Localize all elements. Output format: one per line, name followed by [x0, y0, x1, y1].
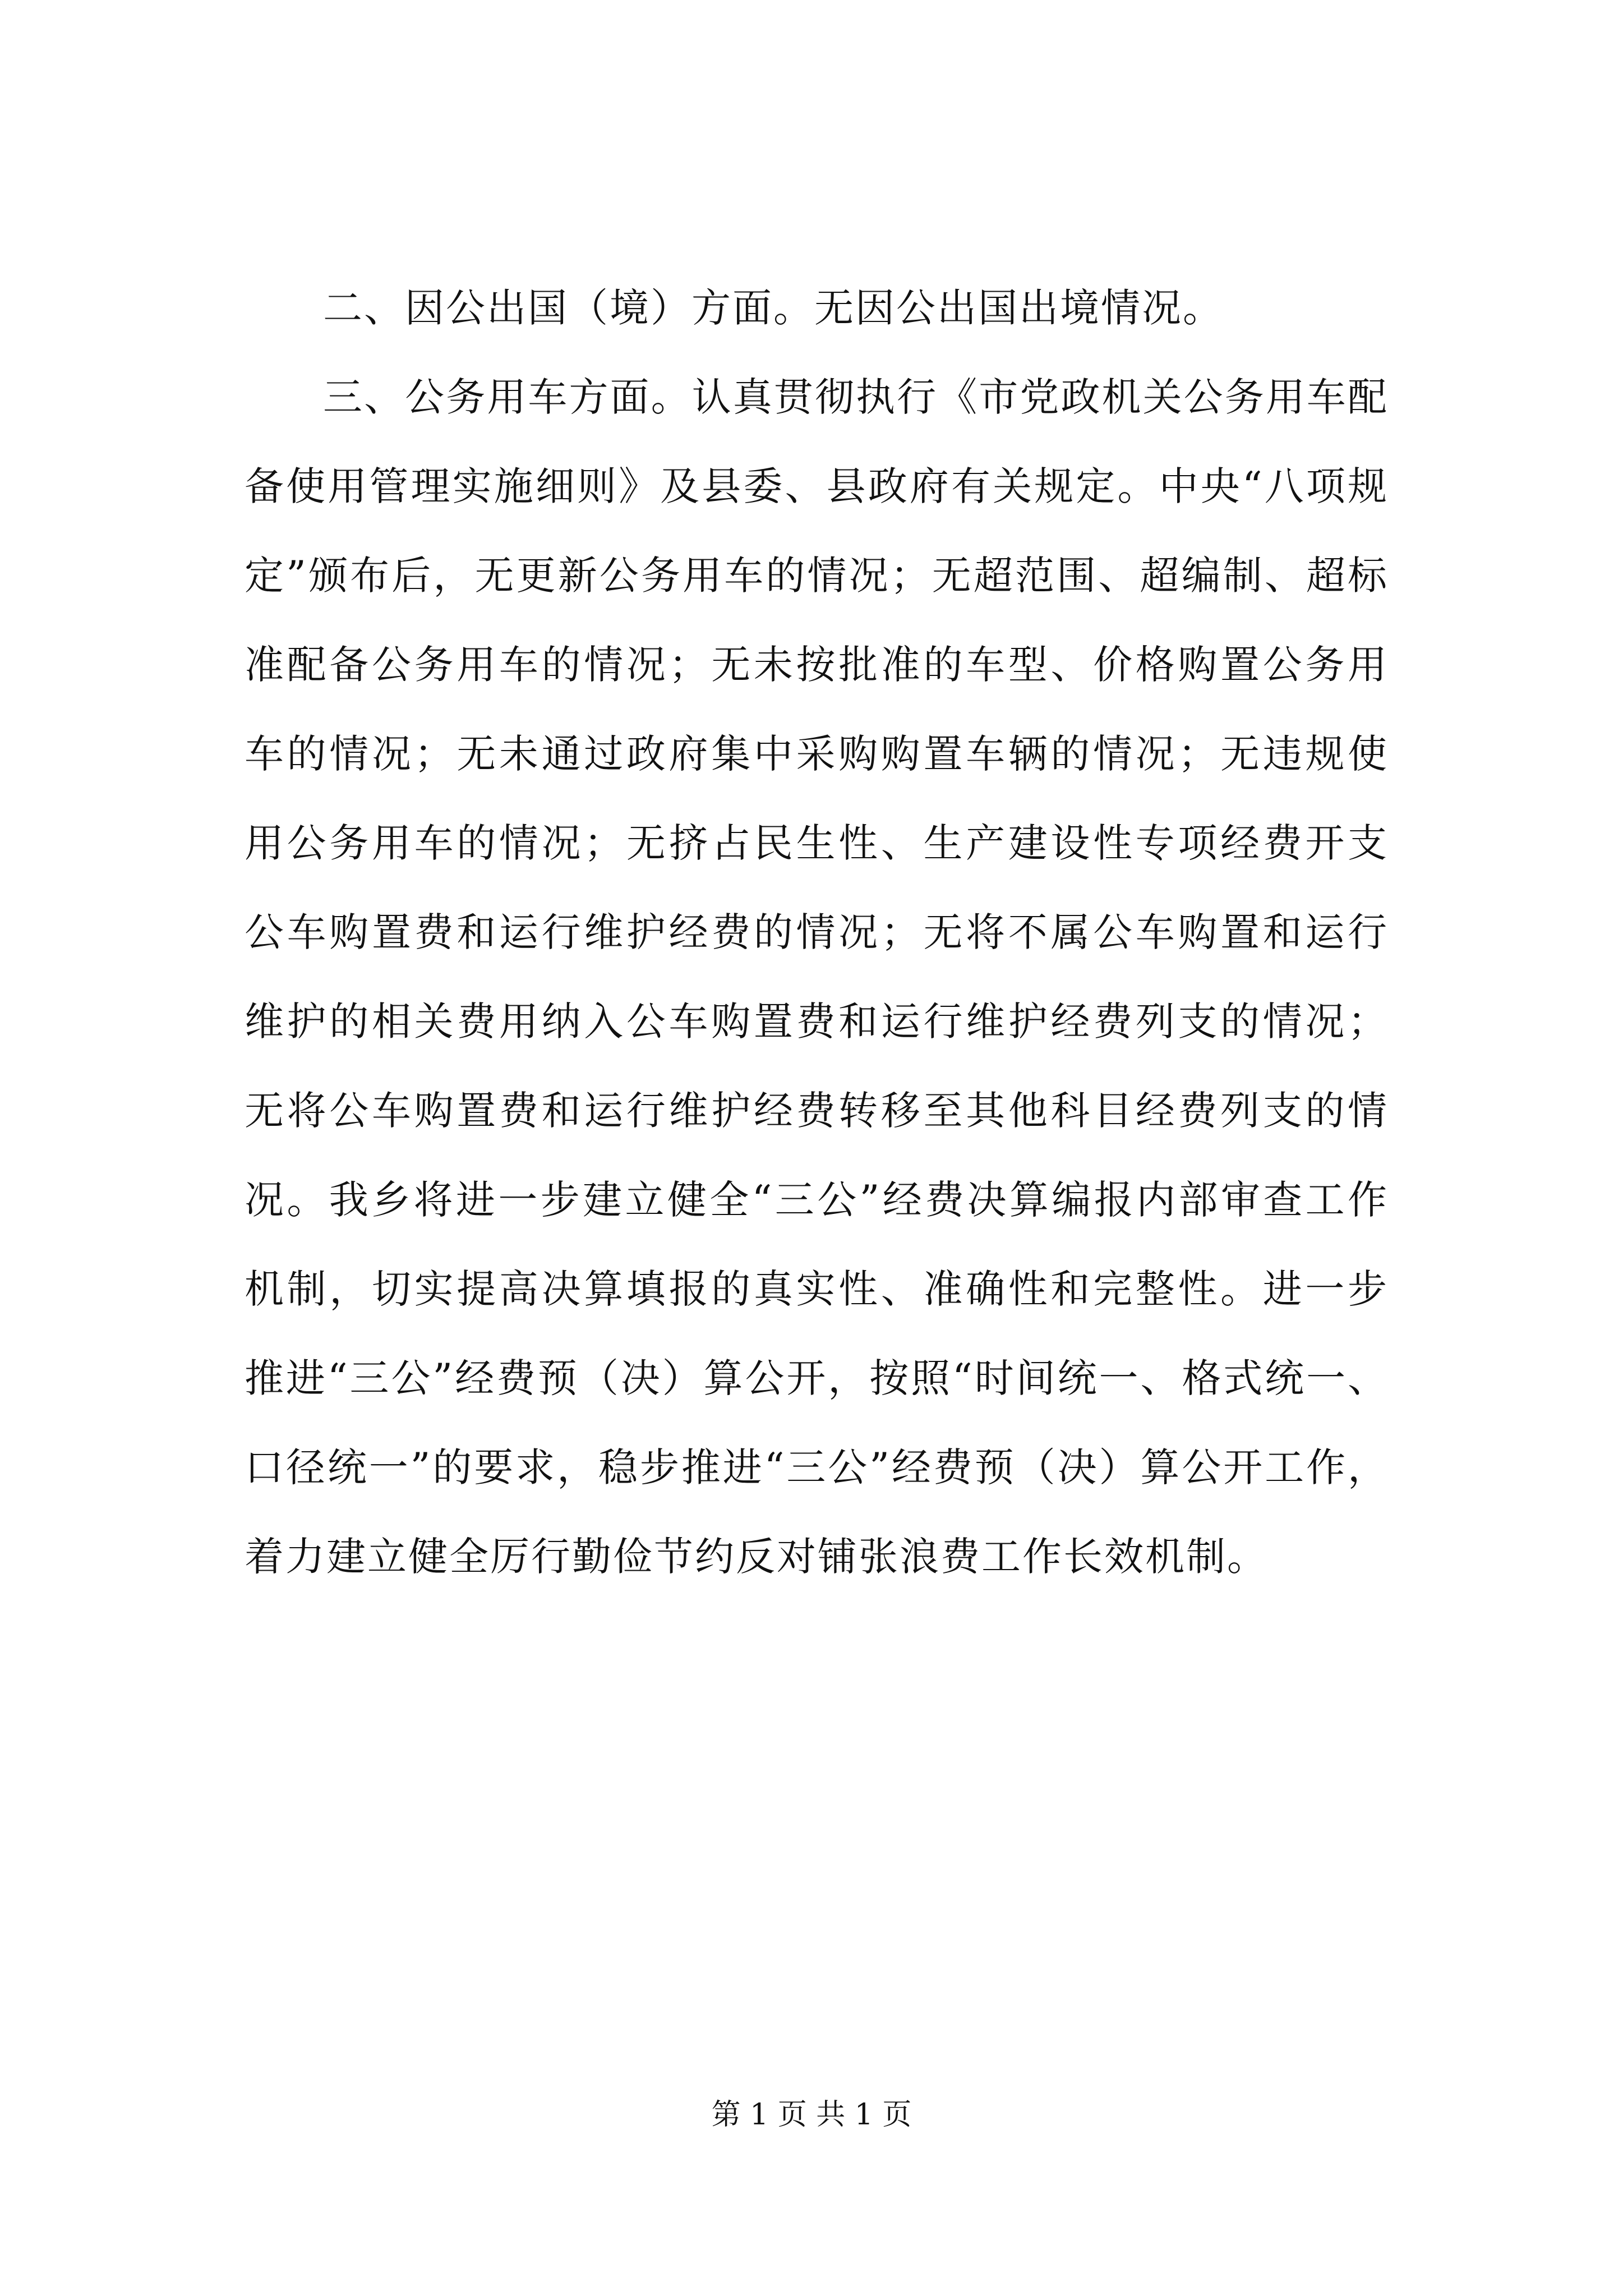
page-footer: 第 1 页 共 1 页 [711, 2098, 912, 2132]
paragraph-overseas-travel: 二、因公出国（境）方面。无因公出国出境情况。 [323, 285, 1224, 331]
paragraph-official-vehicles: 三、公务用车方面。认真贯彻执行《市党政机关公务用车配备使用管理实施细则》及县委、县政府有关规定。中央“八项规定”颁布后，无更新公务用车的情况；无超范围、超编制、超标准配备公务用车的情况；无未按批准的车型、价格购置公务用车的情况；无未通过政府集中采购购置车辆的情况；无违规使用公务用车的情况；无挤占民生性、生产建设性专项经费开支公车购置费和运行维护经费的情况；无将不属公车购置和运行维护的相关费用纳入公车购置费和运行维护经费列支的情况；无将公车购置费和运行维护经费转移至其他科目经费列支的情况。我乡将进一步建立健全“三公”经费决算编报内部审查工作机制，切实提高决算填报的真实性、准确性和完整性。进一步推进“三公”经费预（决）算公开，按照“时间统一、格式统一、口径统一”的要求，稳步推进“三公”经费预（决）算公开工作，着力建立健全厉行勤俭节约反对铺张浪费工作长效机制。 [245, 374, 1389, 1580]
document-body [245, 264, 1389, 1602]
